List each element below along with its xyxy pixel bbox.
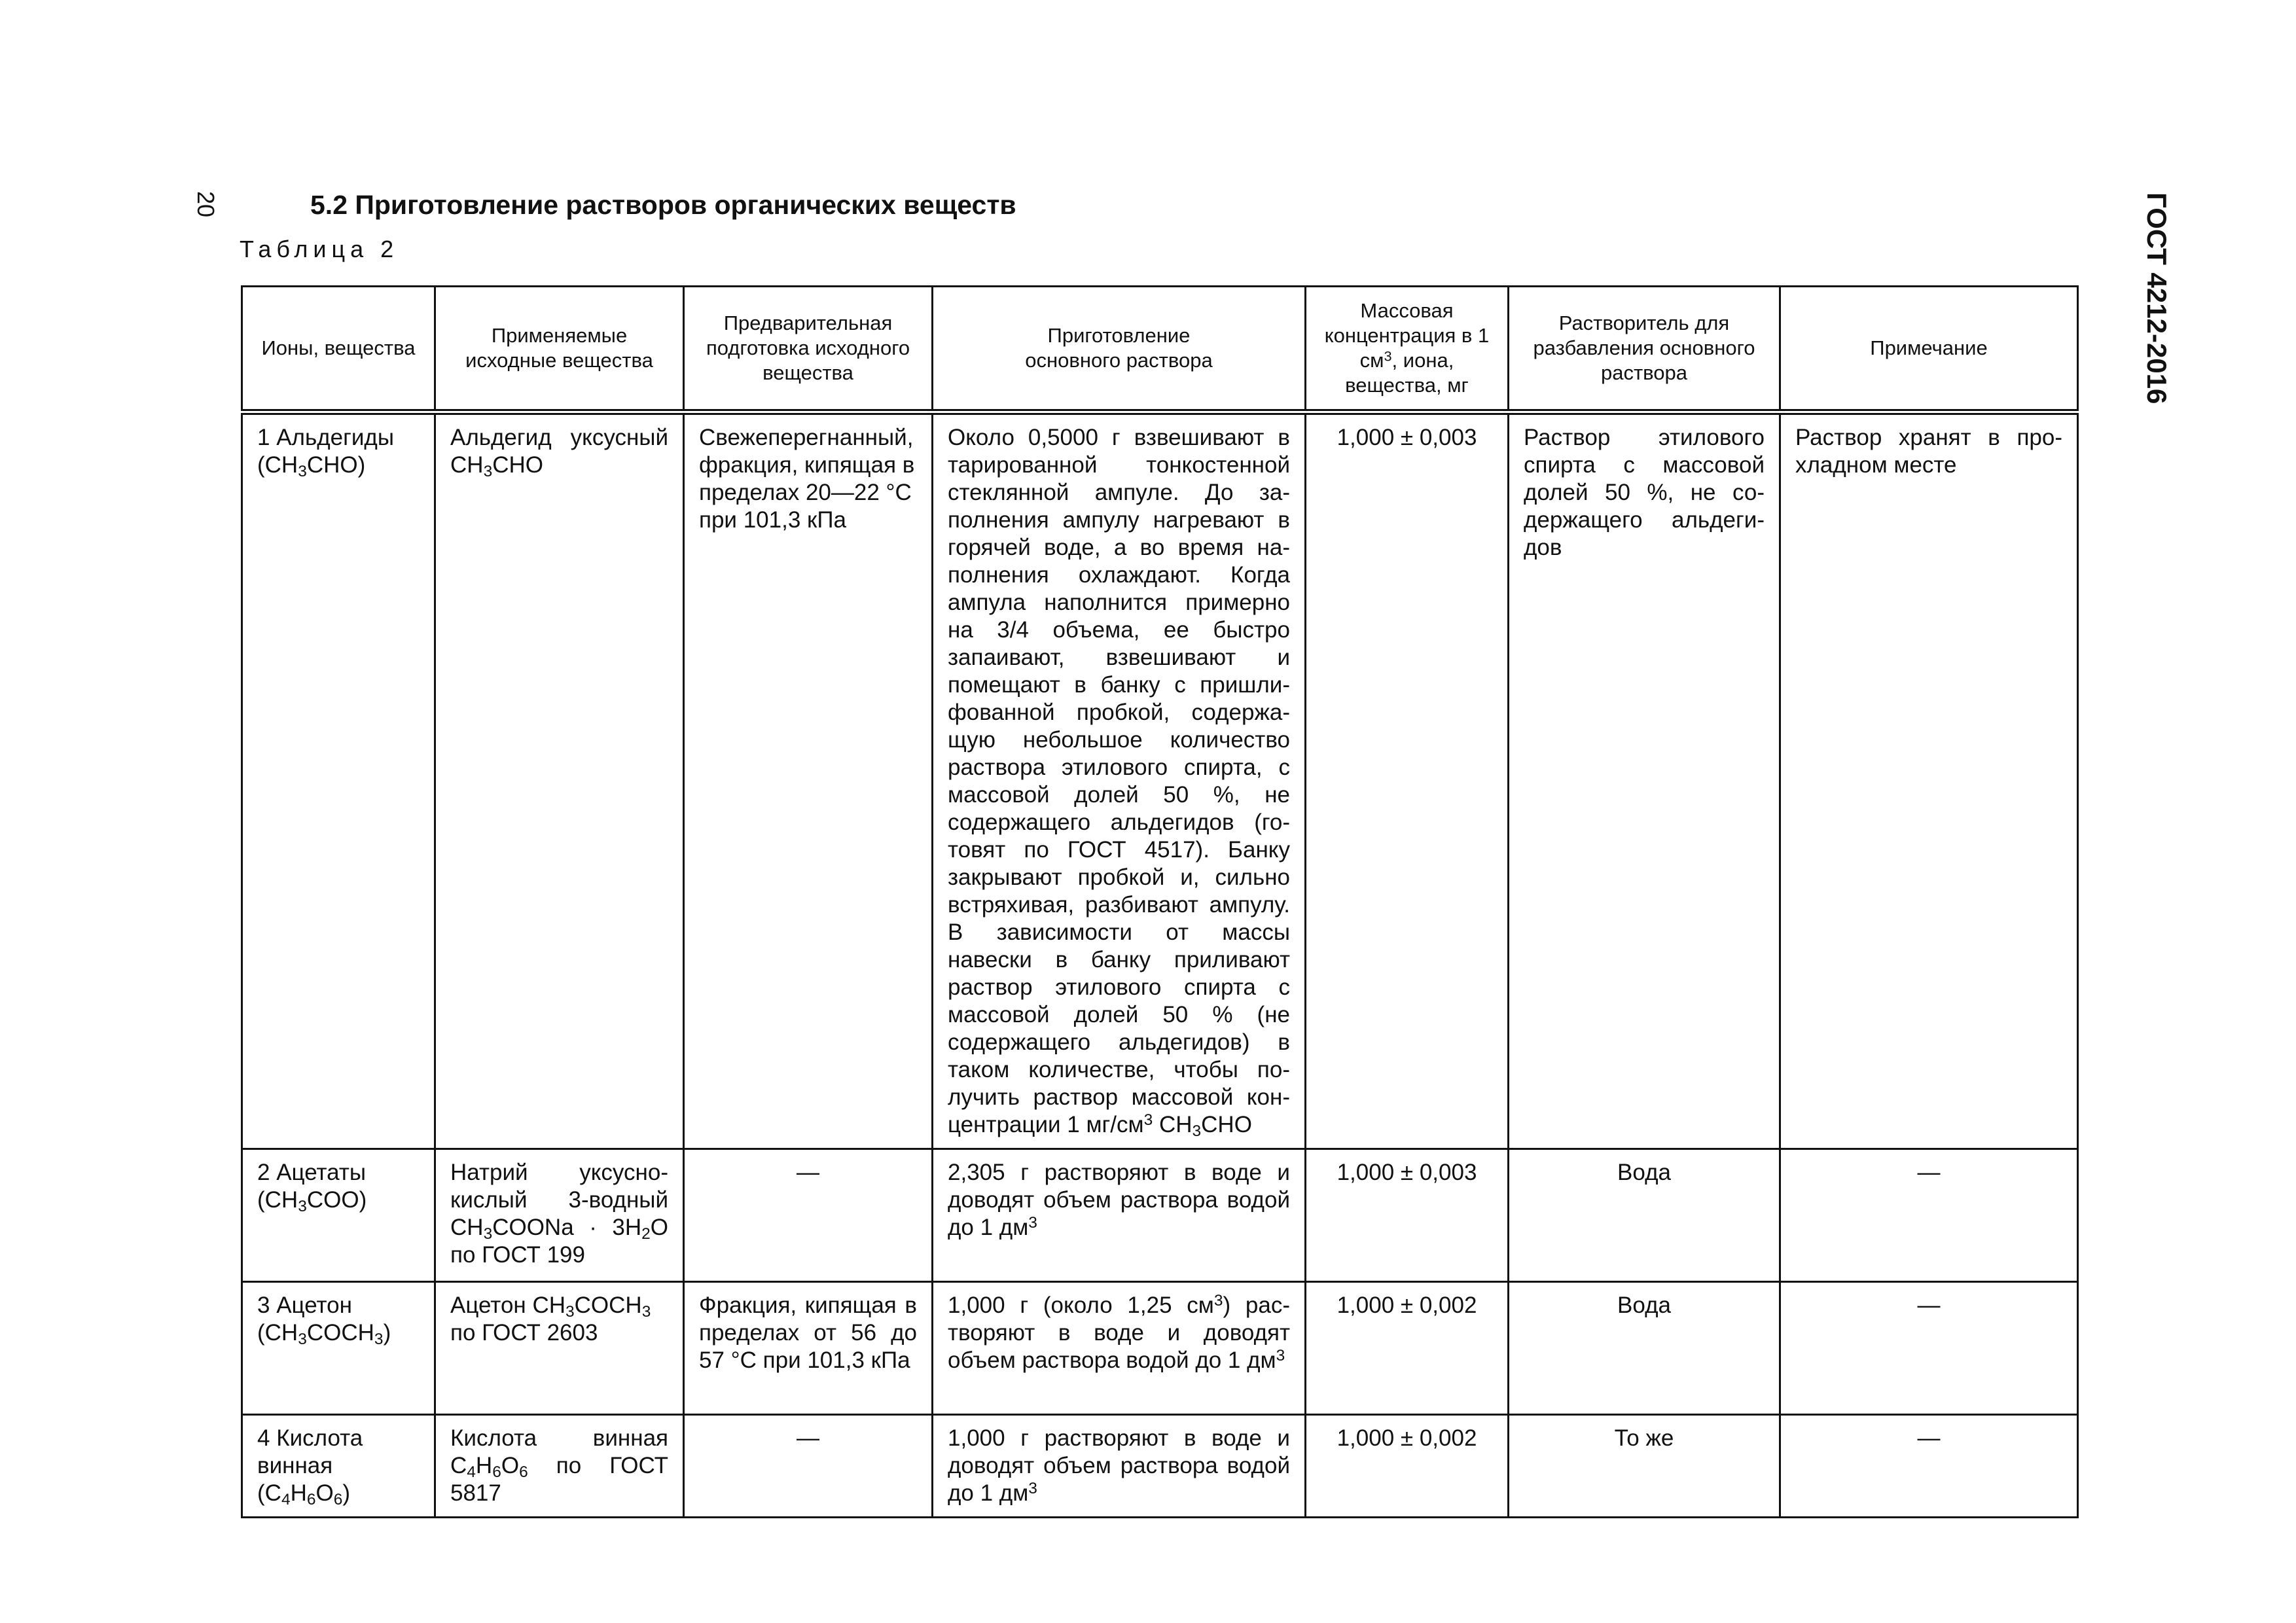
table-row: [242, 1415, 2078, 1518]
subscript: 3: [1192, 1122, 1202, 1141]
superscript: 3: [1028, 1213, 1037, 1232]
subscript: 3: [565, 1303, 575, 1321]
text: COO): [306, 1187, 367, 1213]
cell-source: [435, 412, 684, 1149]
header-source: Применяемые исходные вещества: [435, 287, 684, 412]
cell-pretreat: —: [684, 1149, 933, 1282]
cell-solvent: Раствор этилового спирта с массовой долей 50 %, не содержащего альдегидов: [1509, 412, 1780, 1149]
text: ) растворяют в воде и доводят объем раствора водой до 1 дм: [948, 1293, 1290, 1373]
subscript: 3: [298, 1198, 307, 1216]
text: COCH: [306, 1320, 374, 1346]
cell-preparation: [933, 1282, 1306, 1415]
cell-note: Раствор хранят в прохладном месте: [1780, 412, 2078, 1149]
subscript: 4: [281, 1491, 291, 1509]
superscript: 3: [1213, 1291, 1223, 1310]
text: O по ГОСТ 199: [450, 1215, 668, 1268]
cell-pretreat: Свежеперегнанный, фракция, кипящая в пределах 20—22 °С при 101,3 кПа: [684, 412, 933, 1149]
cell-source: [435, 1282, 684, 1415]
text: 2 Ацетаты (CH: [257, 1160, 367, 1213]
subscript: 2: [641, 1225, 651, 1243]
text: CHO): [306, 452, 366, 478]
cell-preparation: [933, 1415, 1306, 1518]
solutions-table: [241, 285, 2079, 1518]
subscript: 6: [333, 1491, 343, 1509]
superscript: 3: [1028, 1479, 1037, 1497]
section-title: 5.2 Приготовление растворов органических веществ: [310, 190, 1016, 220]
text: CHO: [1201, 1112, 1252, 1137]
text: Альдегид уксусный CH: [450, 425, 668, 478]
table-header-row: [242, 287, 2078, 412]
cell-solvent: Вода: [1509, 1282, 1780, 1415]
header-preparation-line1: Приготовление: [1047, 324, 1191, 347]
superscript: 3: [1143, 1111, 1153, 1129]
text: 1,000 г растворяют в воде и доводят объем раствора водой до 1 дм: [948, 1425, 1290, 1506]
cell-solvent: То же: [1509, 1415, 1780, 1518]
cell-mass: 1,000 ± 0,002: [1306, 1415, 1509, 1518]
subscript: 3: [483, 1225, 493, 1243]
header-preparation-line2: основного раствора: [1025, 349, 1213, 372]
subscript: 6: [519, 1463, 528, 1482]
text: Натрий уксуснокислый 3-водный CH: [450, 1160, 668, 1240]
cell-pretreat: —: [684, 1415, 933, 1518]
cell-ions: [242, 412, 435, 1149]
text: CHO: [492, 452, 543, 478]
subscript: 3: [298, 1330, 307, 1349]
subscript: 3: [483, 463, 493, 481]
header-mass-a: Массовая концентрация в 1 см: [1324, 299, 1490, 372]
header-mass-b: , иона, вещества, мг: [1345, 349, 1469, 397]
cell-mass: 1,000 ± 0,003: [1306, 412, 1509, 1149]
cell-ions: [242, 1415, 435, 1518]
subscript: 3: [374, 1330, 384, 1349]
header-mass-concentration: [1306, 287, 1509, 412]
cell-note: —: [1780, 1415, 2078, 1518]
text: CH: [1153, 1112, 1193, 1137]
header-preparation: [933, 287, 1306, 412]
subscript: 3: [641, 1303, 651, 1321]
subscript: 4: [467, 1463, 476, 1482]
text: COCH: [574, 1293, 642, 1318]
cell-ions: [242, 1149, 435, 1282]
text: H: [290, 1480, 307, 1506]
cell-source: [435, 1149, 684, 1282]
text: 2,305 г растворяют в воде и доводят объем раствора водой до 1 дм: [948, 1160, 1290, 1240]
text: COONa · 3H: [492, 1215, 642, 1240]
header-solvent: Растворитель для разбавления основного раствора: [1509, 287, 1780, 412]
text: ): [383, 1320, 391, 1346]
document-code: ГОСТ 4212-2016: [2142, 192, 2172, 404]
text: 3 Ацетон (CH: [257, 1293, 352, 1346]
text: 1 Альдегиды (CH: [257, 425, 394, 478]
text: Ацетон CH: [450, 1293, 566, 1318]
cell-note: —: [1780, 1282, 2078, 1415]
cell-source: [435, 1415, 684, 1518]
text: по ГОСТ 2603: [450, 1320, 598, 1346]
text: по ГОСТ 5817: [450, 1453, 668, 1506]
text: 4 Кислота винная (C: [257, 1425, 363, 1506]
subscript: 6: [306, 1491, 316, 1509]
subscript: 3: [298, 463, 307, 481]
subscript: 6: [492, 1463, 501, 1482]
table-row: [242, 1149, 2078, 1282]
header-note: Примечание: [1780, 287, 2078, 412]
cell-note: —: [1780, 1149, 2078, 1282]
text: Около 0,5000 г взвешивают в тарированной тонкостенной стеклянной ампуле. До заполнения ампулу нагревают в горячей воде, а во время наполнения охлаждают. Когда ампула наполнится примерно на 3/4 объема, ее быстро запаивают, взвешивают и помещают в банку с пришлифованной пробкой, содержащую небольшое количество раствора этилового спирта, с массовой долей 50 %, не содержащего альдегидов (готовят по ГОСТ 4517). Банку закрывают пробкой и, сильно встряхивая, разбивают ампулу. В зависимости от массы навески в банку приливают раствор этилового спирта с массовой долей 50 % (не содержащего альдегидов) в таком количестве, чтобы получить раствор массовой концентрации 1 мг/см: [948, 425, 1290, 1137]
header-ions: Ионы, вещества: [242, 287, 435, 412]
page-number: 20: [192, 191, 219, 218]
cell-ions: [242, 1282, 435, 1415]
header-pretreat: Предварительная подготовка исходного вещества: [684, 287, 933, 412]
cell-preparation: [933, 412, 1306, 1149]
table-caption: Таблица 2: [240, 236, 399, 262]
cell-mass: 1,000 ± 0,002: [1306, 1282, 1509, 1415]
text: 1,000 г (около 1,25 см: [948, 1293, 1214, 1318]
text: O: [315, 1480, 334, 1506]
cell-mass: 1,000 ± 0,003: [1306, 1149, 1509, 1282]
text: Кислота винная C: [450, 1425, 668, 1478]
superscript: 3: [1276, 1346, 1285, 1364]
text: H: [475, 1453, 493, 1478]
text: ): [342, 1480, 351, 1506]
cell-solvent: Вода: [1509, 1149, 1780, 1282]
text: O: [501, 1453, 520, 1478]
table-row: [242, 1282, 2078, 1415]
cell-preparation: [933, 1149, 1306, 1282]
header-mass-sup: 3: [1384, 348, 1392, 365]
cell-pretreat: Фракция, кипящая в пределах от 56 до 57 °С при 101,3 кПа: [684, 1282, 933, 1415]
table-row: [242, 412, 2078, 1149]
